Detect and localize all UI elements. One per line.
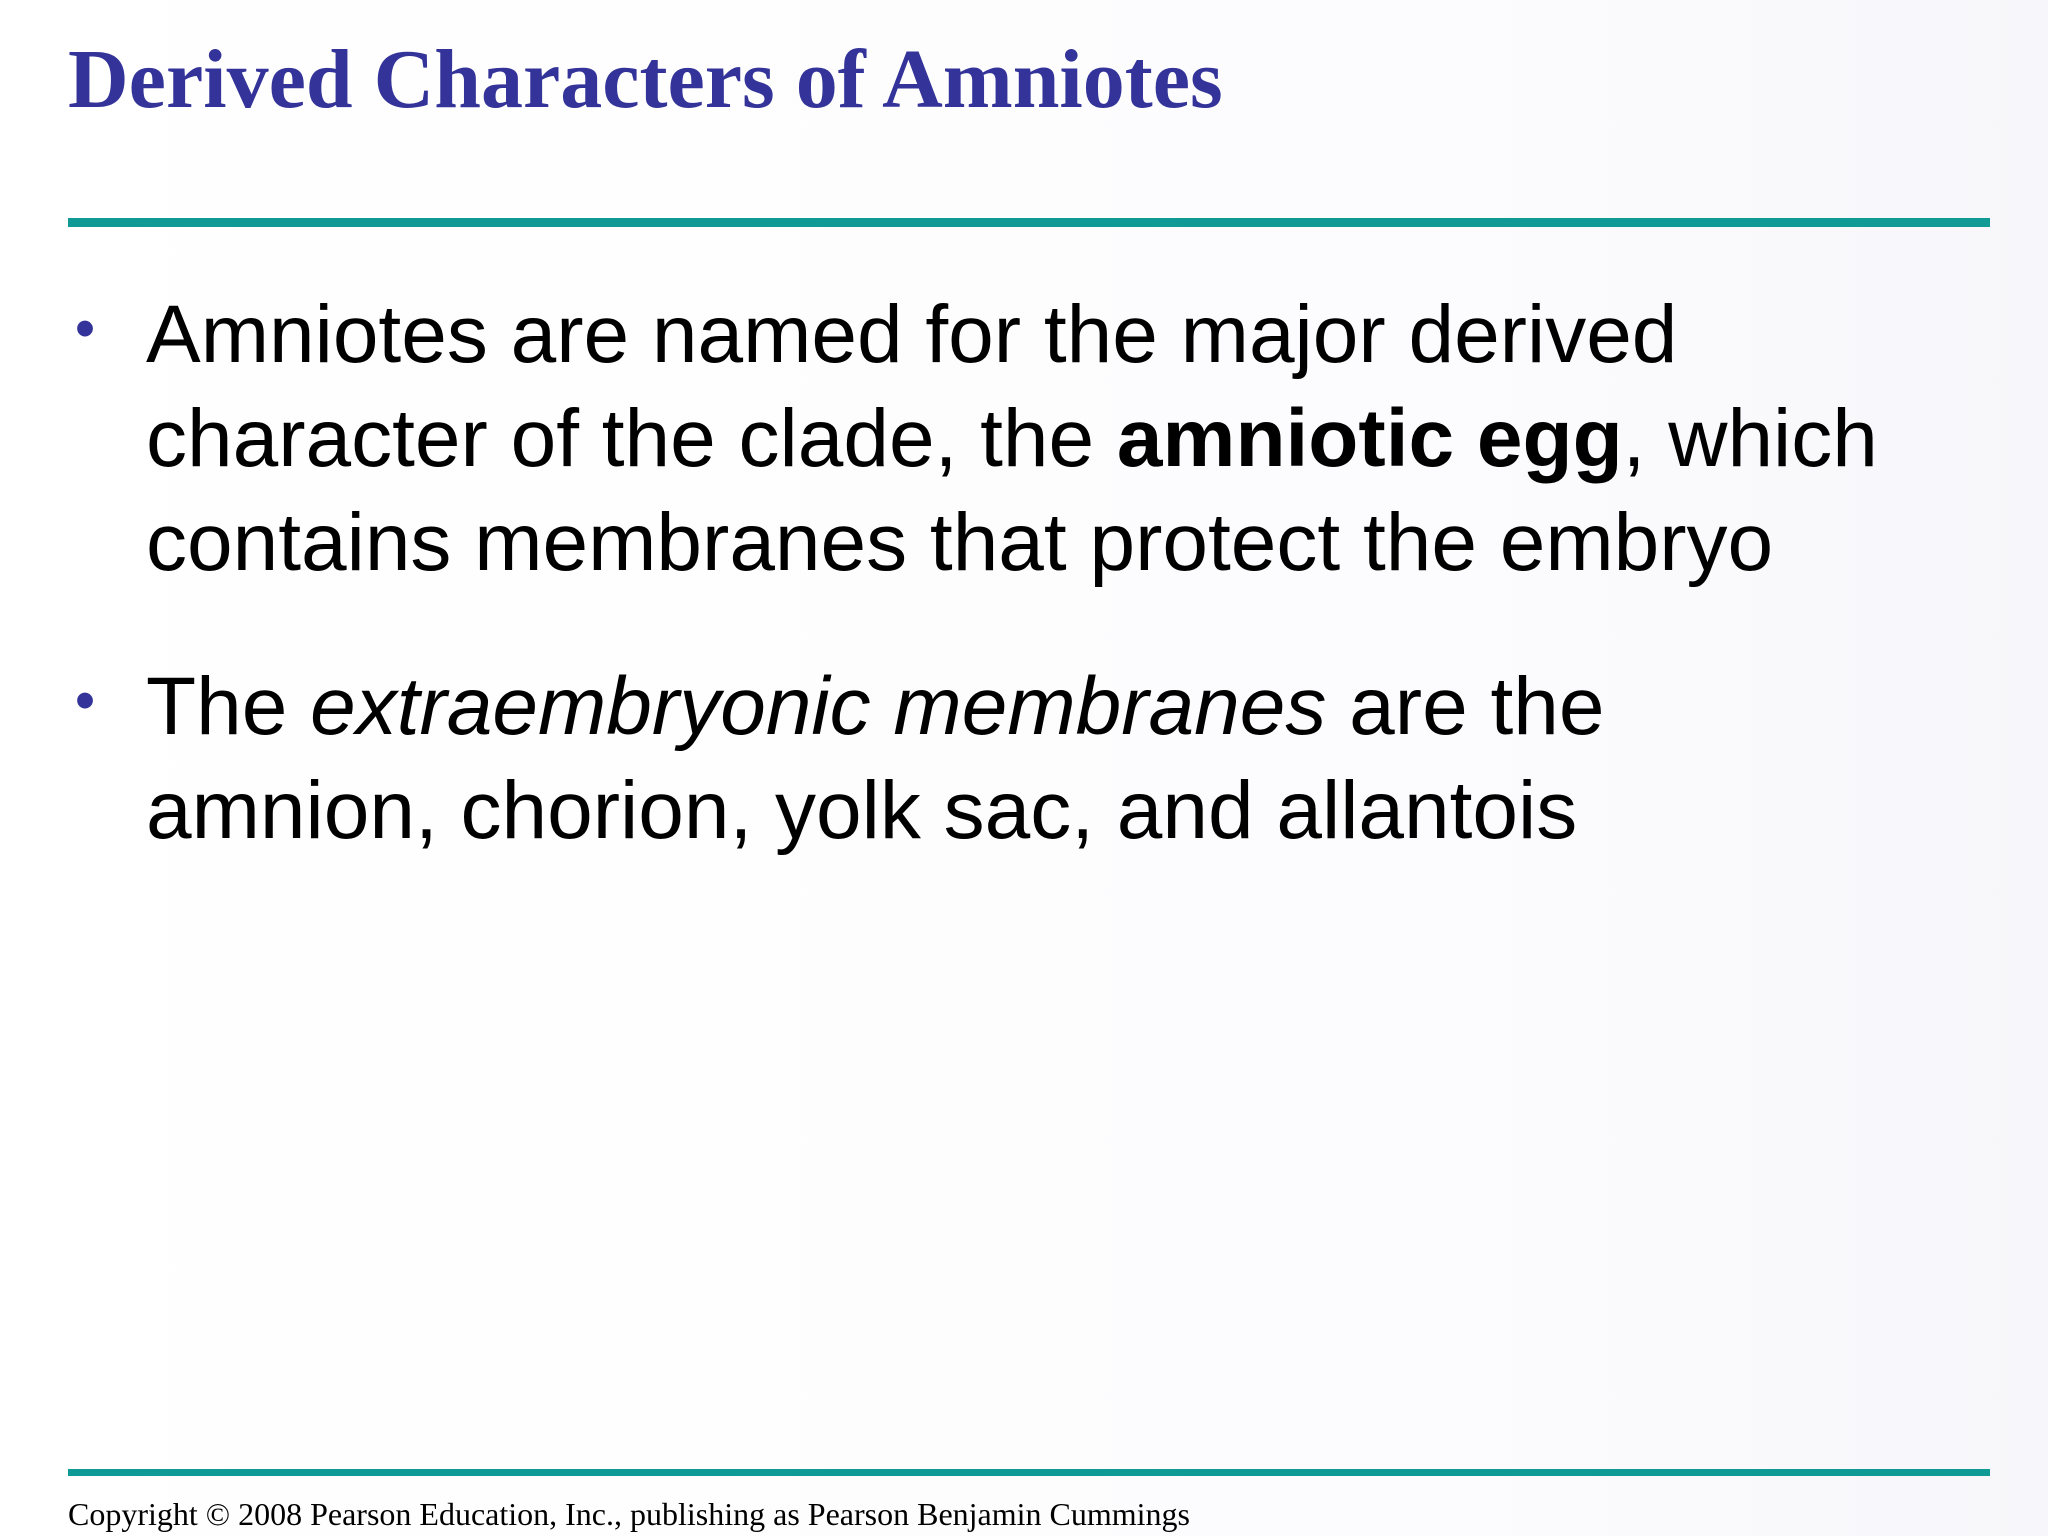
bullet-text-segment: Amniotes are named for the major derived character of the clade, the — [146, 289, 1678, 484]
bullet-list — [68, 283, 1918, 863]
footer-divider — [68, 1469, 1990, 1476]
bullet-text-segment: The — [146, 661, 311, 752]
bullet-text-segment: , which contains membranes that protect the embryo — [146, 393, 1878, 588]
bullet-text-segment: are the amnion, chorion, yolk sac, and allantois — [146, 661, 1605, 856]
bullet-text-bold-term: amniotic egg — [1116, 393, 1623, 484]
bullet-text — [146, 655, 1918, 863]
bullet-text — [146, 283, 1918, 595]
title-divider — [68, 218, 1990, 227]
slide-title: Derived Characters of Amniotes — [68, 33, 1223, 126]
bullet-text-italic-term: extraembryonic membranes — [310, 661, 1327, 752]
copyright-footer: Copyright © 2008 Pearson Education, Inc., publishing as Pearson Benjamin Cummings — [68, 1496, 1190, 1532]
bullet-dot-icon: • — [74, 296, 96, 361]
bullet-dot-icon: • — [74, 668, 96, 733]
bullet-item — [68, 655, 1918, 863]
bullet-item — [68, 283, 1918, 595]
